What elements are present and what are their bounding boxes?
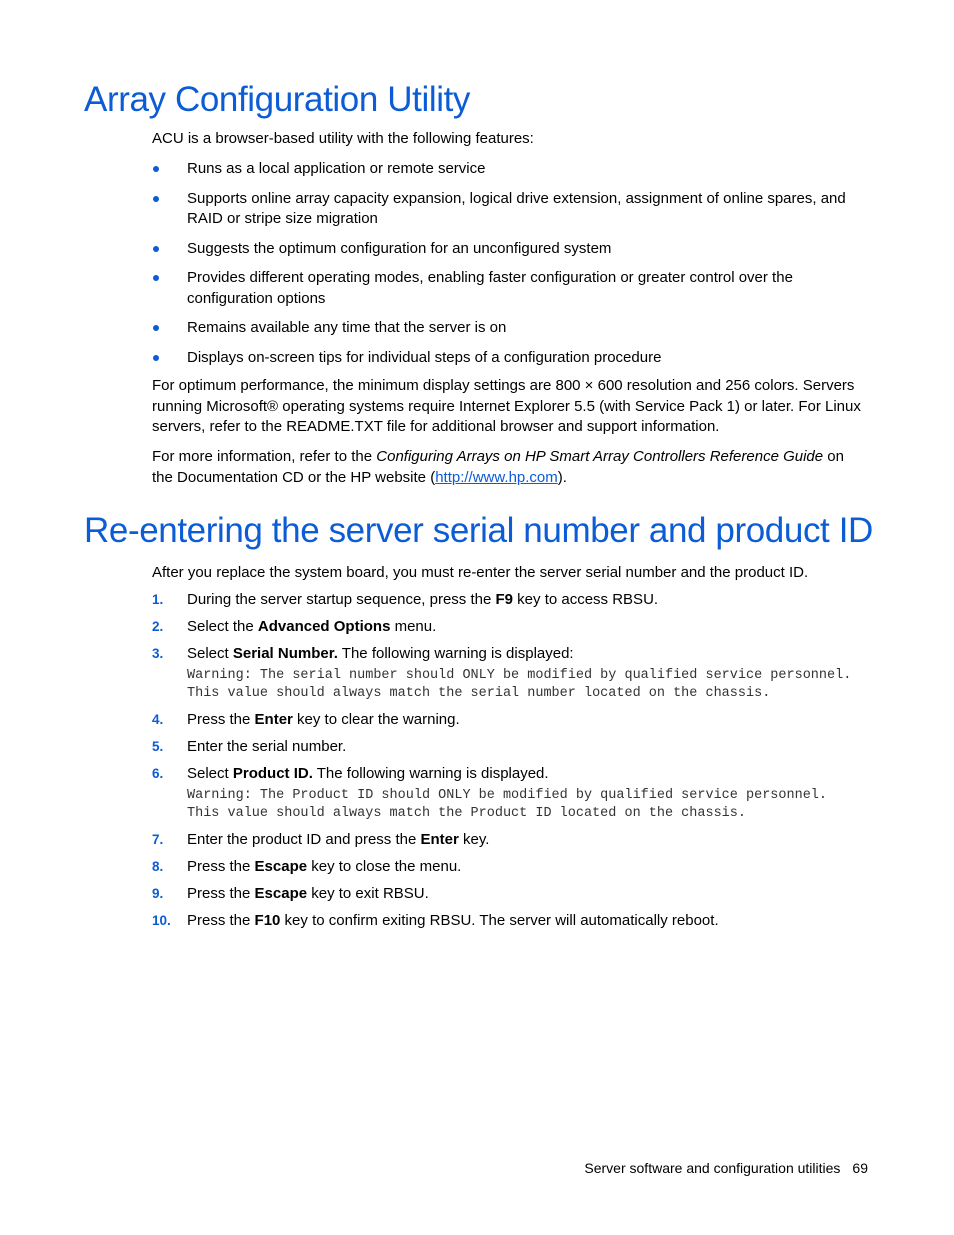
- step-item: 10. Press the F10 key to confirm exiting RBSU. The server will automatically reboot.: [152, 912, 719, 929]
- list-item: Provides different operating modes, enabling faster configuration or greater control over the configuration options: [152, 268, 867, 309]
- guide-title: Configuring Arrays on HP Smart Array Controllers Reference Guide: [376, 448, 824, 465]
- bullet-icon: [153, 246, 159, 252]
- step-item: 8. Press the Escape key to close the menu.: [152, 858, 462, 875]
- bullet-icon: [153, 166, 159, 172]
- step-item: 5. Enter the serial number.: [152, 738, 347, 755]
- section-title-reentering: Re-entering the server serial number and product ID: [84, 511, 873, 550]
- page-number: 69: [852, 1160, 868, 1176]
- section-title-acu: Array Configuration Utility: [84, 80, 471, 119]
- list-item: Displays on-screen tips for individual steps of a configuration procedure: [152, 348, 867, 369]
- page-footer: [584, 1158, 868, 1178]
- step-item: 3. Select Serial Number. The following warning is displayed: Warning: The serial number should ONLY be modified by qualified service personnel. This value should always match the serial number located on the chassis.: [152, 644, 867, 703]
- step-item: 9. Press the Escape key to exit RBSU.: [152, 885, 429, 902]
- hp-website-link[interactable]: http://www.hp.com: [435, 468, 558, 486]
- step-item: 4. Press the Enter key to clear the warning.: [152, 711, 460, 728]
- procedure-steps: [152, 590, 867, 938]
- list-item: Suggests the optimum configuration for an unconfigured system: [152, 239, 867, 260]
- more-info-paragraph: For more information, refer to the Configuring Arrays on HP Smart Array Controllers Reference Guide on the Documentation CD or the HP website (http://www.hp.com).: [152, 448, 844, 486]
- step-item: 7. Enter the product ID and press the Enter key.: [152, 831, 490, 848]
- reentering-intro: After you replace the system board, you must re-enter the server serial number and the product ID.: [152, 564, 809, 581]
- list-item: Remains available any time that the server is on: [152, 318, 867, 339]
- performance-paragraph: For optimum performance, the minimum display settings are 800 × 600 resolution and 256 colors. Servers running Microsoft® operating systems require Internet Explorer 5.5 (with Service Pack 1) or later. For Linux servers, refer to the README.TXT file for additional browser and support information.: [152, 377, 861, 435]
- bullet-icon: [153, 355, 159, 361]
- bullet-icon: [153, 196, 159, 202]
- step-item: 2. Select the Advanced Options menu.: [152, 618, 437, 635]
- feature-list: [152, 159, 867, 377]
- serial-warning-code: Warning: The serial number should ONLY be modified by qualified service personnel. This value should always match the serial number located on the chassis.: [187, 668, 852, 701]
- step-item: 6. Select Product ID. The following warning is displayed. Warning: The Product ID should ONLY be modified by qualified service personnel. This value should always match the Product ID located on the chassis.: [152, 764, 867, 823]
- list-item: Runs as a local application or remote service: [152, 159, 867, 180]
- product-id-warning-code: Warning: The Product ID should ONLY be modified by qualified service personnel. This value should always match the Product ID located on the chassis.: [187, 788, 828, 821]
- step-item: 1. During the server startup sequence, press the F9 key to access RBSU.: [152, 591, 659, 608]
- footer-section-name: Server software and configuration utilities: [584, 1160, 841, 1176]
- bullet-icon: [153, 275, 159, 281]
- list-item: Supports online array capacity expansion, logical drive extension, assignment of online spares, and RAID or stripe size migration: [152, 189, 867, 230]
- acu-intro: ACU is a browser-based utility with the following features:: [152, 130, 534, 147]
- bullet-icon: [153, 325, 159, 331]
